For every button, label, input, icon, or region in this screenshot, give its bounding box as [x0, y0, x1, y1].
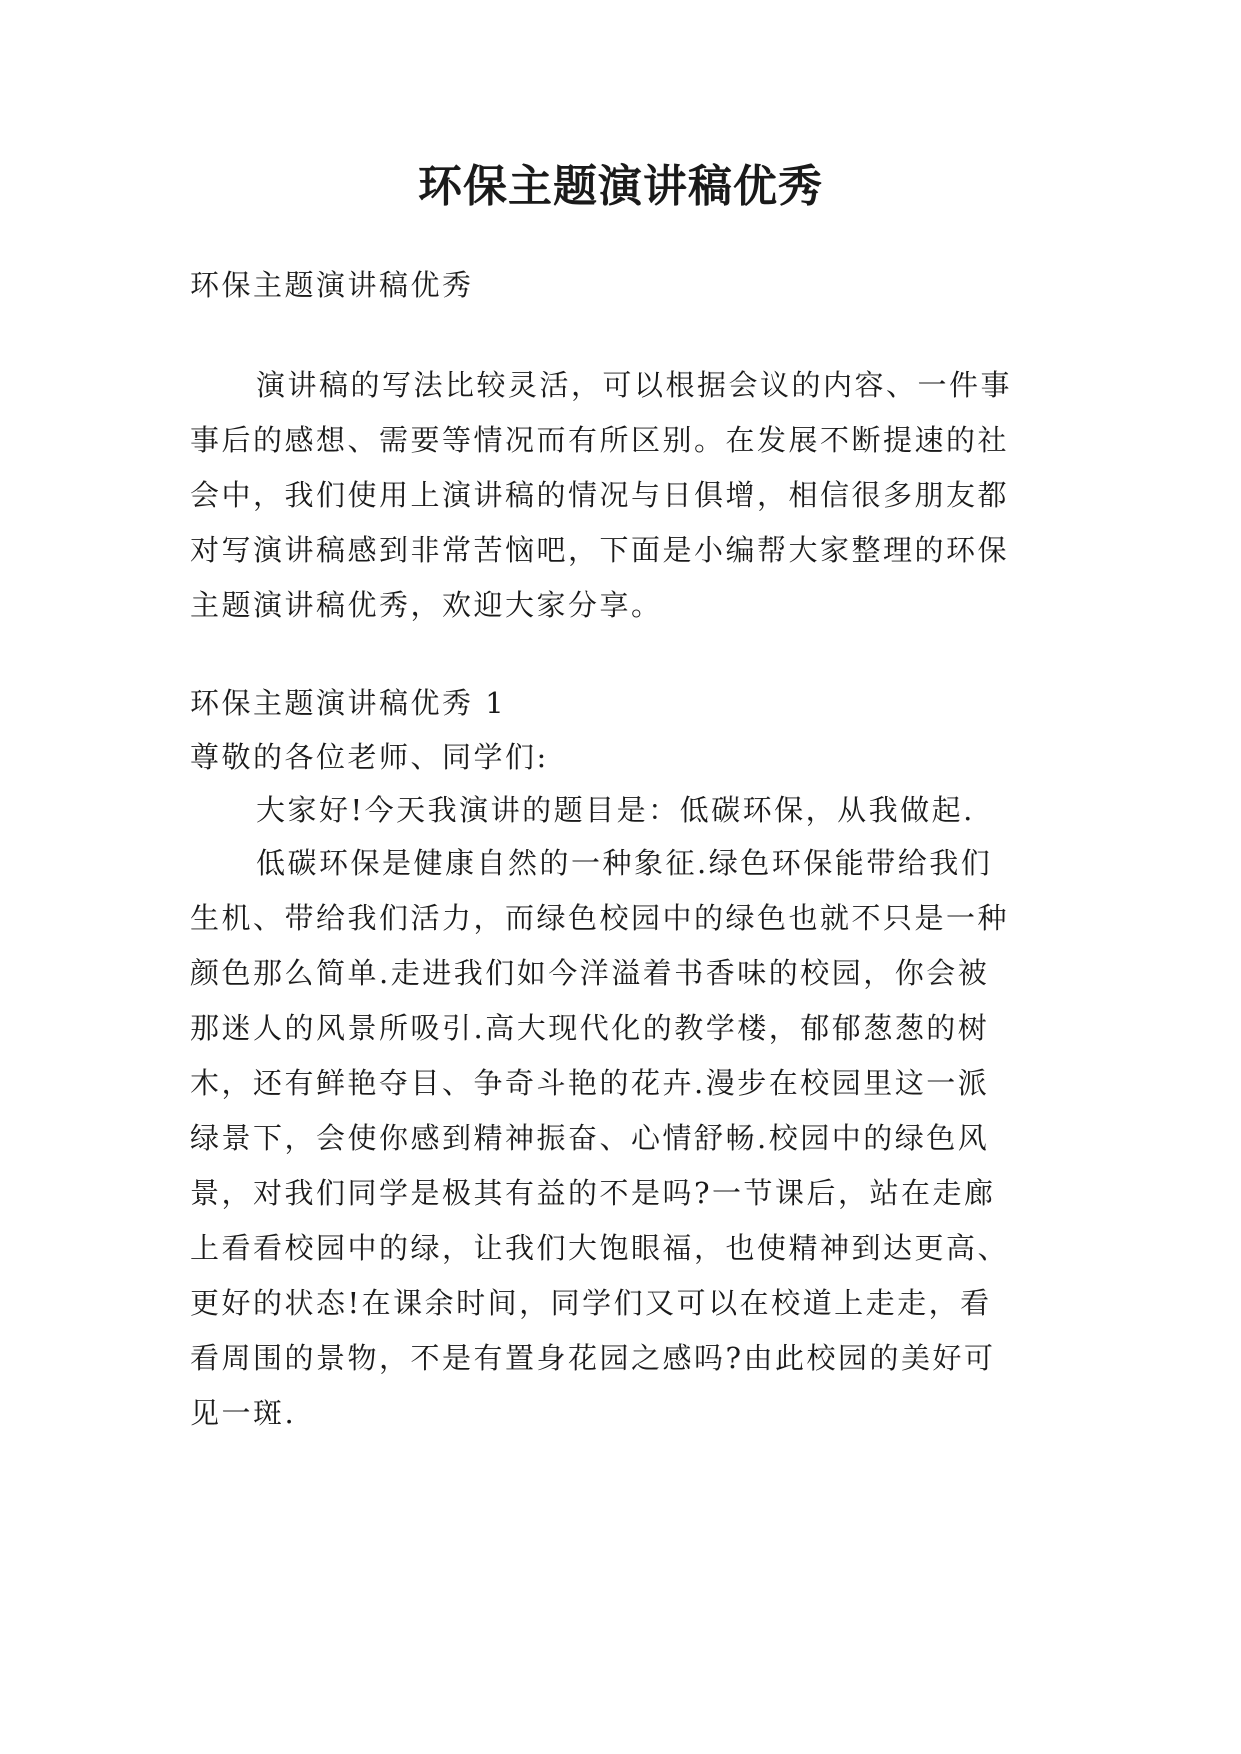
intro-line-5: 主题演讲稿优秀，欢迎大家分享。: [190, 588, 663, 622]
body-line-6: 绿景下，会使你感到精神振奋、心情舒畅.校园中的绿色风: [190, 1121, 990, 1155]
salutation: 尊敬的各位老师、同学们:: [190, 740, 549, 774]
body-line-10: 看周围的景物，不是有置身花园之感吗?由此校园的美好可: [190, 1341, 996, 1375]
document-subtitle: 环保主题演讲稿优秀: [190, 268, 474, 302]
intro-line-2: 事后的感想、需要等情况而有所区别。在发展不断提速的社: [190, 423, 1010, 457]
intro-line-1: 演讲稿的写法比较灵活，可以根据会议的内容、一件事: [256, 368, 1013, 402]
body-line-2: 生机、带给我们活力，而绿色校园中的绿色也就不只是一种: [190, 901, 1010, 935]
body-line-8: 上看看校园中的绿，让我们大饱眼福，也使精神到达更高、: [190, 1231, 1010, 1265]
body-line-9: 更好的状态!在课余时间，同学们又可以在校道上走走，看: [190, 1286, 992, 1320]
intro-line-4: 对写演讲稿感到非常苦恼吧，下面是小编帮大家整理的环保: [190, 533, 1010, 567]
body-line-3: 颜色那么简单.走进我们如今洋溢着书香味的校园，你会被: [190, 956, 990, 990]
section-heading: 环保主题演讲稿优秀 1: [190, 686, 507, 720]
body-line-7: 景，对我们同学是极其有益的不是吗?一节课后，站在走廊: [190, 1176, 996, 1210]
body-line-5: 木，还有鲜艳夺目、争奇斗艳的花卉.漫步在校园里这一派: [190, 1066, 990, 1100]
document-title: 环保主题演讲稿优秀: [418, 161, 823, 212]
intro-line-3: 会中，我们使用上演讲稿的情况与日俱增，相信很多朋友都: [190, 478, 1010, 512]
greeting: 大家好!今天我演讲的题目是：低碳环保，从我做起.: [256, 793, 975, 827]
body-line-4: 那迷人的风景所吸引.高大现代化的教学楼，郁郁葱葱的树: [190, 1011, 990, 1045]
body-line-1: 低碳环保是健康自然的一种象征.绿色环保能带给我们: [256, 846, 993, 880]
body-line-11: 见一斑.: [190, 1396, 297, 1430]
